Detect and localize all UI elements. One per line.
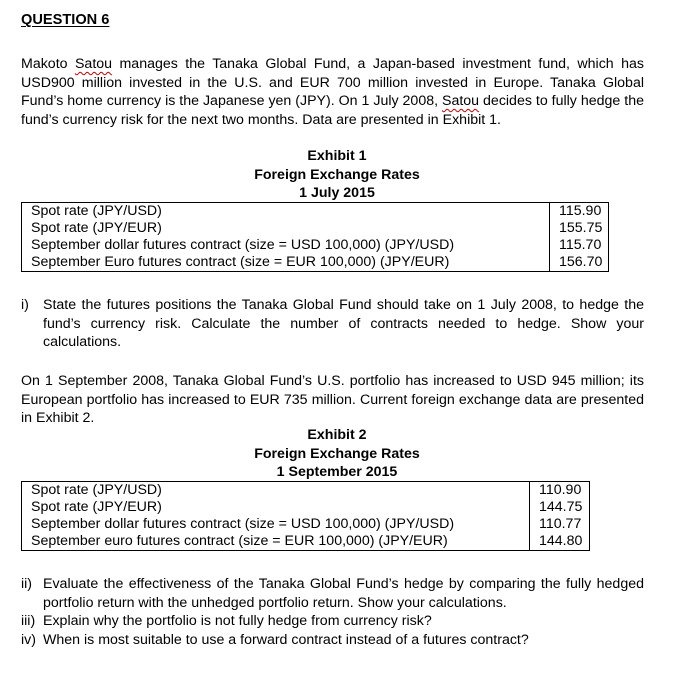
rate-value: 115.90 — [550, 203, 609, 221]
intro-paragraph — [21, 55, 644, 129]
question-text: When is most suitable to use a forward contract instead of a futures contract? — [43, 632, 529, 648]
rate-value: 155.75 — [550, 220, 609, 237]
rate-value: 115.70 — [550, 237, 609, 254]
rate-value: 110.90 — [530, 482, 590, 500]
exhibit-2-heading — [0, 426, 674, 482]
rate-label: September euro futures contract (size = EUR 100,000) (JPY/EUR) — [22, 533, 530, 551]
table-row — [22, 237, 609, 254]
table-row — [22, 203, 609, 221]
middle-paragraph: On 1 September 2008, Tanaka Global Fund’s U.S. portfolio has increased to USD 945 million; its European portfolio has increased to EUR 735 million. Current foreign exchange data are presented in Exhibit 2. — [21, 373, 644, 426]
rate-value: 144.80 — [530, 533, 590, 551]
question-text: Evaluate the effectiveness of the Tanaka Global Fund’s hedge by comparing the fully hedged portfolio return with the unhedged portfolio return. Show your calculations. — [43, 576, 644, 611]
exhibit-1-title: Exhibit 1 — [307, 148, 367, 164]
table-row — [22, 482, 590, 500]
question-iv — [21, 631, 644, 650]
table-row — [22, 499, 590, 516]
name-satou-2: Satou — [442, 93, 480, 109]
intro-text-1: Makoto — [21, 56, 75, 72]
question-ii — [21, 575, 644, 612]
question-number: ii) — [21, 576, 33, 592]
exhibit-1-table — [21, 202, 609, 272]
intro-text-2: manages the Tanaka Global Fund, a Japan-based investment fund, which has USD900 million invested in the U.S. and EUR 700 million invested in Europe. Tanaka Global Fund’s home currency is the Japanese yen (JPY). On 1 July 2008, — [21, 56, 644, 109]
question-heading: QUESTION 6 — [21, 12, 110, 28]
exhibit-1-subtitle: Foreign Exchange Rates — [254, 166, 420, 183]
table-row — [22, 220, 609, 237]
exhibit-2-date: 1 September 2015 — [276, 464, 398, 480]
question-number: i) — [21, 297, 29, 313]
rate-label: Spot rate (JPY/EUR) — [22, 499, 530, 516]
table-row — [22, 254, 609, 272]
exhibit-2-subtitle: Foreign Exchange Rates — [254, 445, 420, 462]
rate-value: 144.75 — [530, 499, 590, 516]
question-text: State the futures positions the Tanaka Global Fund should take on 1 July 2008, to hedge the fund’s currency risk. Calculate the number of contracts needed to hedge. Show your calculations. — [43, 297, 644, 350]
question-i — [21, 296, 644, 352]
rate-label: September Euro futures contract (size = EUR 100,000) (JPY/EUR) — [22, 254, 550, 272]
rate-label: Spot rate (JPY/USD) — [22, 203, 550, 221]
rate-label: September dollar futures contract (size = USD 100,000) (JPY/USD) — [22, 237, 550, 254]
rate-value: 156.70 — [550, 254, 609, 272]
rate-label: Spot rate (JPY/USD) — [22, 482, 530, 500]
name-satou-1: Satou — [74, 56, 113, 72]
exhibit-1-heading — [0, 147, 674, 203]
question-number: iii) — [21, 613, 36, 629]
question-number: iv) — [21, 632, 36, 648]
exhibit-2-table — [21, 481, 590, 551]
rate-value: 110.77 — [530, 516, 590, 533]
table-row — [22, 533, 590, 551]
table-row — [22, 516, 590, 533]
exhibit-2-title: Exhibit 2 — [307, 427, 367, 443]
rate-label: Spot rate (JPY/EUR) — [22, 220, 550, 237]
exhibit-1-date: 1 July 2015 — [299, 185, 375, 201]
question-text: Explain why the portfolio is not fully hedge from currency risk? — [43, 613, 432, 629]
rate-label: September dollar futures contract (size = USD 100,000) (JPY/USD) — [22, 516, 530, 533]
intro-text-3: decides to fully hedge the fund’s currency risk for the next two months. Data are presented in Exhibit 1. — [21, 93, 644, 128]
question-iii — [21, 612, 644, 631]
